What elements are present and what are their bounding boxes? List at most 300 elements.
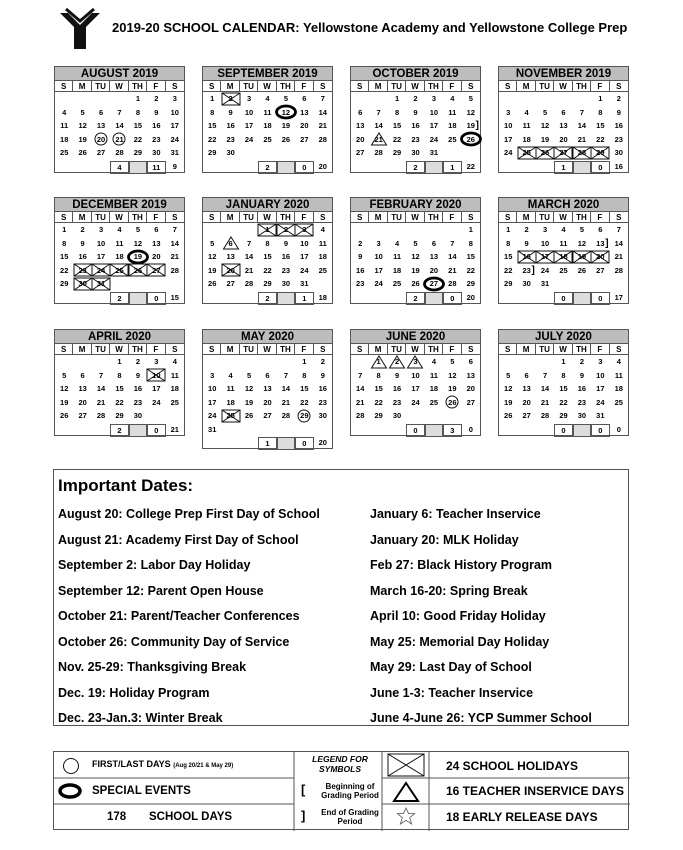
calendar-blank-day bbox=[554, 277, 572, 291]
month-summary-cell: 0 bbox=[591, 424, 609, 437]
weekday-label: TU bbox=[92, 81, 110, 92]
calendar-day: 23 bbox=[392, 397, 402, 407]
calendar-day: 17 bbox=[411, 384, 420, 393]
calendar-blank-day bbox=[129, 277, 147, 291]
calendar-blank-day bbox=[443, 223, 461, 237]
calendar-day: 10 bbox=[429, 107, 439, 117]
calendar-day: 6 bbox=[302, 94, 307, 103]
calendar-day: 29 bbox=[60, 279, 69, 288]
weekday-label: S bbox=[203, 212, 221, 223]
calendar-day: 27 bbox=[300, 134, 309, 144]
calendar-day: 20 bbox=[356, 134, 365, 144]
calendar-day: 3 bbox=[406, 355, 424, 369]
calendar-day: 14 bbox=[540, 384, 550, 393]
calendar-day: 24 bbox=[411, 397, 420, 407]
calendar-day: 24 bbox=[152, 397, 161, 407]
date-item: June 4-June 26: YCP Summer School bbox=[370, 711, 592, 725]
calendar-blank-day bbox=[92, 92, 110, 106]
weekday-label: TH bbox=[573, 81, 591, 92]
weekday-label: S bbox=[351, 344, 369, 355]
calendar-day: 13 bbox=[522, 384, 531, 393]
calendar-blank-day bbox=[351, 223, 369, 237]
calendar-day: 21 bbox=[244, 265, 254, 275]
calendar-day: 7 bbox=[246, 238, 252, 248]
date-item: September 12: Parent Open House bbox=[58, 583, 264, 598]
calendar-day: 11 bbox=[115, 238, 124, 248]
calendar-day: 6 bbox=[265, 370, 270, 380]
calendar-day: 19 bbox=[411, 265, 420, 275]
weekday-label: M bbox=[73, 212, 91, 223]
calendar-day: 18 bbox=[226, 397, 235, 407]
weekday-label: F bbox=[591, 81, 609, 92]
month-calendar bbox=[202, 329, 333, 449]
month-summary-cell bbox=[536, 424, 554, 437]
month-calendar bbox=[498, 66, 629, 173]
month-summary-cell bbox=[92, 424, 110, 437]
calendar-day: 12 bbox=[577, 238, 587, 248]
month-school-day-count: 9 bbox=[172, 161, 177, 171]
calendar-day: 16 bbox=[356, 265, 365, 275]
weekday-label: S bbox=[462, 212, 480, 223]
calendar-day: 3 bbox=[506, 107, 511, 117]
calendar-day: 16 bbox=[577, 384, 587, 393]
calendar-day: 30 bbox=[281, 279, 291, 288]
month-summary-cell: 1 bbox=[554, 161, 572, 174]
calendar-day: 4 bbox=[117, 225, 122, 234]
calendar-day: 15 bbox=[596, 121, 605, 130]
calendar-day: 16 bbox=[152, 121, 161, 130]
calendar-day: 17 bbox=[96, 252, 106, 261]
month-summary-cell bbox=[92, 292, 110, 305]
calendar-day: 9 bbox=[413, 107, 418, 117]
calendar-day: 10 bbox=[147, 369, 165, 383]
circle-icon bbox=[62, 757, 80, 775]
weekday-label: TH bbox=[425, 212, 443, 223]
month-summary-cell bbox=[92, 161, 110, 174]
calendar-day: 7 bbox=[172, 225, 177, 234]
calendar-day: 23 bbox=[226, 134, 235, 144]
calendar-blank-day bbox=[462, 409, 480, 423]
calendar-day: 31 bbox=[92, 277, 110, 291]
calendar-day: 7 bbox=[579, 107, 584, 117]
calendar-day: 30 bbox=[226, 148, 235, 157]
month-summary-row bbox=[55, 161, 184, 172]
month-summary-cell bbox=[388, 292, 406, 305]
calendar-day: 11 bbox=[522, 121, 531, 130]
month-summary-row bbox=[351, 161, 480, 172]
calendar-day: 20 bbox=[522, 397, 531, 407]
calendar-day: 15 bbox=[60, 252, 69, 261]
month-summary-cell bbox=[536, 292, 554, 305]
weekday-label: S bbox=[610, 212, 628, 223]
month-summary-cell bbox=[277, 161, 295, 174]
calendar-blank-day bbox=[277, 355, 295, 369]
weekday-label: W bbox=[406, 212, 424, 223]
weekday-label: W bbox=[110, 212, 128, 223]
calendar-blank-day bbox=[314, 423, 332, 437]
weekday-label: TH bbox=[277, 81, 295, 92]
weekday-label: W bbox=[258, 212, 276, 223]
month-school-day-count: 20 bbox=[318, 438, 327, 447]
calendar-day: 6 bbox=[524, 370, 529, 380]
weekday-label: S bbox=[55, 344, 73, 355]
first-last-label: FIRST/LAST DAYS (Aug 20/21 & May 29) bbox=[92, 759, 234, 769]
calendar-day: 2 bbox=[616, 94, 621, 103]
weekday-label: S bbox=[351, 212, 369, 223]
calendar-day: 13 bbox=[96, 121, 106, 130]
calendar-day: 12 bbox=[504, 384, 513, 393]
important-dates-right bbox=[370, 506, 592, 736]
calendar-day: 25 bbox=[263, 134, 272, 144]
calendar-day: 29 bbox=[466, 279, 475, 288]
calendar-day: 17 bbox=[429, 121, 439, 130]
calendar-blank-day bbox=[425, 223, 443, 237]
calendar-day: 7 bbox=[450, 238, 455, 248]
calendar-day: 12 bbox=[448, 370, 457, 380]
calendar-day: 1 bbox=[258, 223, 276, 237]
weekday-label: M bbox=[517, 212, 535, 223]
calendar-blank-day bbox=[536, 92, 554, 106]
month-summary-cell bbox=[425, 161, 443, 174]
calendar-day: 3 bbox=[598, 357, 603, 366]
calendar-day: 11 bbox=[559, 238, 568, 248]
month-school-day-count: 22 bbox=[466, 161, 475, 171]
date-item: Dec. 23-Jan.3: Winter Break bbox=[58, 711, 223, 725]
month-title: MAY 2020 bbox=[203, 330, 332, 344]
calendar-blank-day bbox=[55, 355, 73, 369]
month-summary-cell: 1 bbox=[443, 161, 461, 174]
month-school-day-count: 21 bbox=[170, 424, 179, 434]
calendar-blank-day bbox=[406, 223, 424, 237]
weekday-label: S bbox=[610, 344, 628, 355]
month-summary-cell bbox=[277, 292, 295, 305]
date-item: October 21: Parent/Teacher Conferences bbox=[58, 609, 300, 623]
month-summary-cell bbox=[425, 292, 443, 305]
calendar-day: 22 bbox=[374, 397, 383, 407]
calendar-day: 18 bbox=[554, 250, 572, 264]
weekday-label: TU bbox=[92, 344, 110, 355]
calendar-day: 28 bbox=[244, 279, 254, 288]
calendar-day: 6 bbox=[561, 107, 566, 117]
calendar-day: 23 bbox=[356, 279, 365, 288]
calendar-day: 8 bbox=[598, 107, 603, 117]
calendar-day: 2 bbox=[579, 357, 584, 366]
calendar-blank-day bbox=[203, 355, 221, 369]
calendar-day: 22 bbox=[466, 265, 475, 275]
weekday-label: M bbox=[369, 81, 387, 92]
calendar-day: 4 bbox=[616, 357, 621, 366]
calendar-day: 20 bbox=[152, 252, 161, 261]
month-summary-cell: 0 bbox=[554, 292, 572, 305]
calendar-day: 9 bbox=[579, 370, 584, 380]
calendar-blank-day bbox=[92, 355, 110, 369]
calendar-day: 27 bbox=[96, 148, 106, 157]
month-summary-cell bbox=[129, 424, 147, 437]
calendar-day: 3 bbox=[210, 370, 215, 380]
weekday-label: F bbox=[147, 81, 165, 92]
month-summary-cell bbox=[73, 161, 91, 174]
month-summary-cell bbox=[573, 424, 591, 437]
calendar-day: 11 bbox=[226, 384, 235, 393]
calendar-day: 8 bbox=[62, 238, 67, 248]
calendar-day: 25 bbox=[318, 265, 327, 275]
calendar-day: 2 bbox=[320, 357, 325, 366]
calendar-day: 26 bbox=[504, 411, 513, 420]
weekday-label: TH bbox=[277, 344, 295, 355]
calendar-day: 8 bbox=[506, 238, 511, 248]
month-summary-cell: 0 bbox=[591, 292, 609, 305]
calendar-day: 13 bbox=[429, 252, 439, 261]
weekday-label: F bbox=[591, 212, 609, 223]
calendar-blank-day bbox=[221, 423, 239, 437]
month-summary-cell bbox=[73, 292, 91, 305]
calendar-day: 5 bbox=[80, 107, 85, 117]
calendar-day: 20 bbox=[92, 133, 110, 147]
calendar-day: 8 bbox=[394, 107, 400, 117]
calendar-day: 10 bbox=[208, 384, 217, 393]
weekday-label: F bbox=[295, 344, 313, 355]
weekday-label: W bbox=[110, 81, 128, 92]
month-summary-cell: 0 bbox=[147, 424, 165, 437]
x-box-icon bbox=[387, 753, 425, 777]
weekday-label: TU bbox=[92, 212, 110, 223]
calendar-day: 21 bbox=[281, 397, 291, 407]
weekday-label: W bbox=[554, 212, 572, 223]
calendar-day: 5 bbox=[579, 225, 584, 234]
month-summary-cell bbox=[499, 424, 517, 437]
calendar-day: 6 bbox=[221, 237, 239, 251]
important-dates-box bbox=[53, 469, 629, 726]
calendar-day: 5 bbox=[210, 238, 215, 248]
calendar-day: 5 bbox=[246, 370, 252, 380]
month-calendar bbox=[54, 329, 185, 436]
calendar-day: 21 bbox=[577, 134, 587, 144]
calendar-blank-day bbox=[314, 146, 332, 160]
calendar-day: 30 bbox=[614, 148, 623, 157]
calendar-blank-day bbox=[443, 146, 461, 160]
calendar-day: 2 bbox=[277, 223, 295, 237]
calendar-day: 7 bbox=[358, 370, 363, 380]
calendar-day: 8 bbox=[376, 370, 381, 380]
month-summary-cell bbox=[129, 292, 147, 305]
month-summary-cell bbox=[277, 437, 295, 450]
weekday-label: S bbox=[166, 81, 184, 92]
calendar-day: 6 bbox=[80, 370, 85, 380]
calendar-blank-day bbox=[406, 409, 424, 423]
month-summary-cell: 2 bbox=[258, 292, 276, 305]
month-summary-row bbox=[351, 292, 480, 303]
month-title: JANUARY 2020 bbox=[203, 198, 332, 212]
beginning-grading-label: Beginning of Grading Period bbox=[321, 782, 379, 800]
calendar-day: 18 bbox=[522, 134, 531, 144]
calendar-day: 7 bbox=[542, 370, 548, 380]
calendar-day: 20 bbox=[300, 121, 309, 130]
calendar-day: 22 bbox=[133, 134, 143, 144]
calendar-day: 5 bbox=[413, 238, 418, 248]
calendar-day: 9 bbox=[320, 370, 325, 380]
calendar-day: 18 bbox=[429, 384, 439, 393]
calendar-day: 25 bbox=[429, 397, 439, 407]
calendar-blank-day bbox=[610, 277, 628, 291]
bracket-open-icon: [ bbox=[301, 782, 306, 797]
calendar-day: 18 bbox=[115, 252, 124, 261]
calendar-day: 29 bbox=[295, 409, 313, 423]
calendar-day: 15 bbox=[374, 384, 383, 393]
calendar-day: 5 bbox=[135, 225, 140, 234]
calendar-day: 18 bbox=[60, 134, 69, 144]
month-calendar bbox=[202, 66, 333, 173]
calendar-day: 12 bbox=[244, 384, 254, 393]
calendar-day: 24 bbox=[596, 397, 605, 407]
calendar-day: 10 bbox=[540, 238, 550, 248]
calendar-blank-day bbox=[388, 223, 406, 237]
month-summary-row bbox=[203, 161, 332, 172]
calendar-day: 12 bbox=[208, 252, 217, 261]
calendar-blank-day bbox=[499, 355, 517, 369]
calendar-day: 1 bbox=[506, 225, 511, 234]
calendar-day: 18 bbox=[263, 121, 272, 130]
weekday-label: M bbox=[221, 81, 239, 92]
calendar-day: 27 bbox=[425, 277, 443, 291]
month-school-day-count: 15 bbox=[170, 292, 179, 302]
star-icon bbox=[396, 807, 416, 827]
calendar-day: 1 bbox=[135, 94, 140, 103]
calendar-day: 30 bbox=[318, 411, 327, 420]
calendar-day: 30 bbox=[133, 411, 143, 420]
calendar-day: 15 bbox=[392, 121, 402, 130]
month-summary-cell bbox=[240, 161, 258, 174]
calendar-day: 13 bbox=[263, 384, 272, 393]
legend-box bbox=[53, 751, 629, 830]
calendar-day: 4 bbox=[561, 225, 566, 234]
calendar-day: 19 bbox=[448, 384, 457, 393]
month-school-day-count: 20 bbox=[318, 161, 327, 171]
weekday-label: W bbox=[110, 344, 128, 355]
month-summary-cell: 2 bbox=[110, 424, 128, 437]
weekday-label: F bbox=[443, 344, 461, 355]
calendar-day: 26 bbox=[208, 279, 217, 288]
month-summary-cell: 3 bbox=[443, 424, 461, 437]
weekday-label: F bbox=[147, 212, 165, 223]
calendar-day: 25 bbox=[448, 134, 457, 144]
calendar-day: 8 bbox=[135, 107, 140, 117]
calendar-blank-day bbox=[517, 92, 535, 106]
calendar-day: 1 bbox=[302, 357, 307, 366]
calendar-day: 13 bbox=[356, 121, 365, 130]
weekday-label: W bbox=[258, 344, 276, 355]
weekday-label: F bbox=[591, 344, 609, 355]
calendar-blank-day bbox=[258, 423, 276, 437]
month-summary-row bbox=[499, 292, 628, 303]
calendar-day: 27 bbox=[78, 411, 87, 420]
calendar-day: 29 bbox=[392, 148, 402, 157]
month-summary-cell bbox=[221, 292, 239, 305]
month-title: NOVEMBER 2019 bbox=[499, 67, 628, 81]
calendar-blank-day bbox=[166, 277, 184, 291]
calendar-day: 14 bbox=[244, 252, 254, 261]
month-summary-cell: 2 bbox=[406, 292, 424, 305]
calendar-day: 24 bbox=[504, 148, 513, 157]
weekday-label: TU bbox=[240, 344, 258, 355]
calendar-day: 9 bbox=[283, 238, 288, 248]
calendar-day: 1 bbox=[394, 94, 400, 103]
month-summary-cell bbox=[369, 161, 387, 174]
calendar-day: 16 bbox=[614, 121, 623, 130]
calendar-day: 26 bbox=[411, 279, 420, 288]
calendar-day: 7 bbox=[283, 370, 288, 380]
month-title: OCTOBER 2019 bbox=[351, 67, 480, 81]
calendar-day: 5 bbox=[542, 107, 548, 117]
calendar-day: 11 bbox=[170, 370, 179, 380]
school-days-count: 178 bbox=[107, 811, 127, 823]
calendar-day: 10 bbox=[374, 252, 383, 261]
calendar-day: 14 bbox=[577, 121, 587, 130]
calendar-day: 7 bbox=[376, 107, 381, 117]
date-item: September 2: Labor Day Holiday bbox=[58, 558, 251, 572]
month-summary-row bbox=[55, 424, 184, 435]
calendar-day: 10 bbox=[170, 107, 179, 117]
weekday-label: M bbox=[73, 81, 91, 92]
calendar-day: 28 bbox=[356, 411, 365, 420]
month-summary-cell bbox=[499, 292, 517, 305]
calendar-day: 21 bbox=[170, 252, 179, 261]
calendar-day: 20 bbox=[466, 384, 475, 393]
weekday-label: M bbox=[369, 212, 387, 223]
calendar-day: 29 bbox=[263, 279, 272, 288]
month-summary-cell: 2 bbox=[406, 161, 424, 174]
calendar-day: 20 bbox=[591, 250, 609, 264]
weekday-label: S bbox=[166, 344, 184, 355]
weekday-label: S bbox=[610, 81, 628, 92]
calendar-day: 29 bbox=[115, 411, 124, 420]
calendar-day: 25 bbox=[559, 265, 568, 275]
month-calendar bbox=[350, 197, 481, 304]
calendar-day: 29 bbox=[133, 148, 143, 157]
early-release-label: 18 EARLY RELEASE DAYS bbox=[446, 810, 598, 824]
calendar-day: 23 bbox=[318, 397, 327, 407]
calendar-day: 19 bbox=[281, 121, 291, 130]
calendar-day: 24 bbox=[208, 411, 217, 420]
calendar-blank-day bbox=[369, 223, 387, 237]
calendar-day: 24 bbox=[429, 134, 439, 144]
calendar-day: 4 bbox=[450, 94, 455, 103]
date-item: August 21: Academy First Day of School bbox=[58, 532, 299, 547]
calendar-blank-day bbox=[573, 277, 591, 291]
calendar-day: 13 bbox=[152, 238, 161, 248]
calendar-day: 2 bbox=[80, 225, 85, 234]
calendar-day: 7 bbox=[320, 94, 325, 103]
calendar-day: 20 bbox=[221, 264, 239, 278]
calendar-day: 29 bbox=[208, 148, 217, 157]
weekday-label: S bbox=[55, 81, 73, 92]
calendar-blank-day bbox=[277, 146, 295, 160]
calendar-day: 16 bbox=[411, 121, 420, 130]
page-title: 2019-20 SCHOOL CALENDAR: Yellowstone Academy and Yellowstone College Prep bbox=[112, 20, 628, 35]
calendar-day: 28 bbox=[614, 265, 623, 275]
calendar-day: 11 bbox=[429, 370, 438, 380]
date-item: January 20: MLK Holiday bbox=[370, 532, 519, 547]
month-summary-cell bbox=[425, 424, 443, 437]
calendar-day: 1 bbox=[117, 357, 122, 366]
calendar-day: 3 bbox=[154, 357, 159, 366]
legend-for-label: LEGEND FOR SYMBOLS bbox=[312, 754, 368, 774]
calendar-day: 29 bbox=[374, 411, 383, 420]
calendar-day: 3 bbox=[246, 94, 252, 103]
calendar-blank-day bbox=[240, 223, 258, 237]
month-summary-row bbox=[55, 292, 184, 303]
month-summary-cell: 0 bbox=[147, 292, 165, 305]
calendar-day: 11 bbox=[393, 252, 402, 261]
